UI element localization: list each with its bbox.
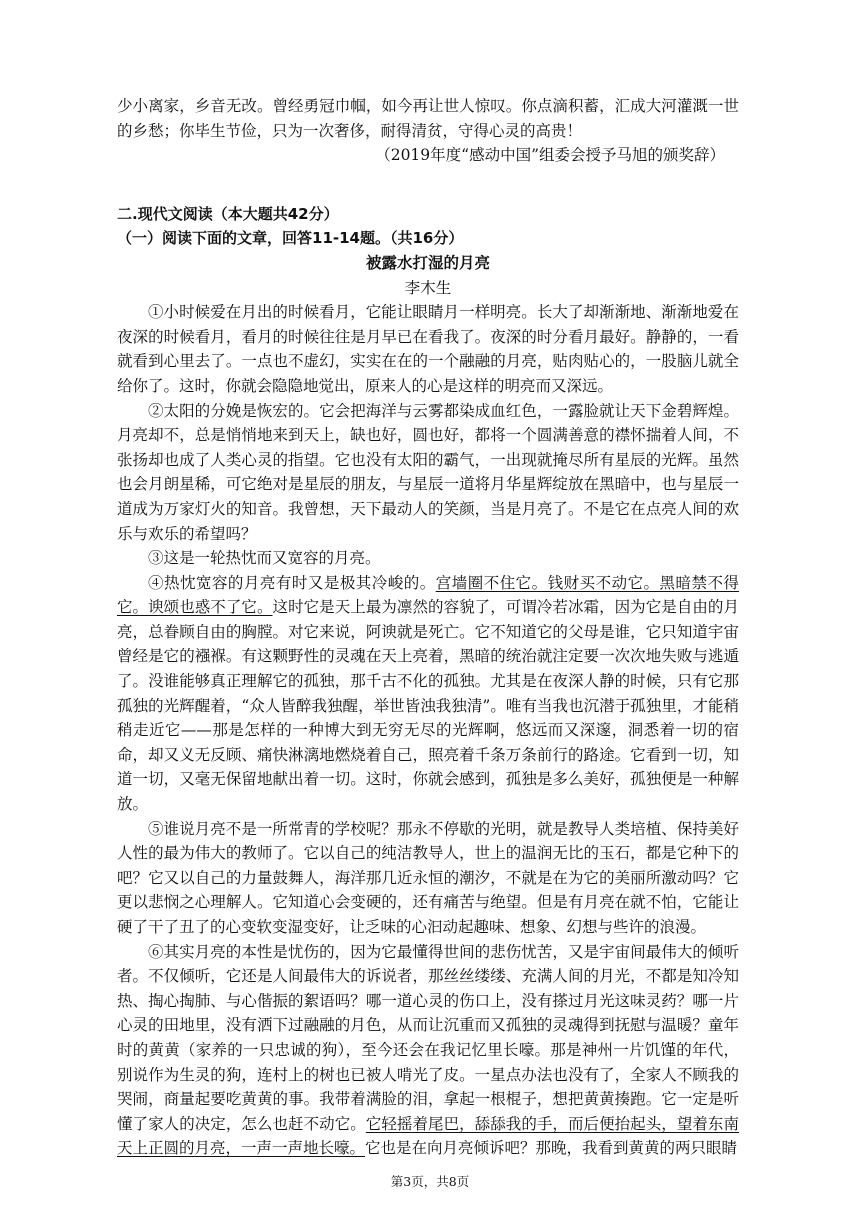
paragraph-3: ③这是一轮热忱而又宽容的月亮。	[148, 549, 381, 568]
paragraph-6-prefix: ⑥其实月亮的本性是忧伤的，因为它最懂得世间的悲伤忧苦，又是宇宙间最伟大的倾听者。不仅倾听，它还是人间最伟大的诉说者，那丝丝缕缕、充满人间的月光，不都是知冷知热、掏心掏肺、与心偕振的絮语吗？哪一道心灵的伤口上，没有搽过月光这味灵药？哪一片心灵的田地里，没有洒下过融融的月色，从而让沉重而又孤独的灵魂得到抚慰与温暖？童年时的黄黄（家养的一只忠诚的狗），至今还会在我记忆里长嚎。那是神州一片饥馑的年代，别说作为生灵的狗，连村上的树也已被人啃光了皮。一星点办法也没有了，全家人不顾我的哭闹，商量起要吃黄黄的事。我带着满脸的泪，拿起一根棍子，想把黄黄揍跑。它一定是听懂了家人的决定，怎么也赶不动它。	[117, 942, 739, 1133]
sub-heading: （一）阅读下面的文章，回答11-14题。（共16分）	[117, 229, 464, 248]
paragraph-6-underlined: 它轻摇着尾巴，舔舔我的手，而后便抬起头，望着东南天上正圆的月亮，一声一声地长嚎。	[117, 1114, 739, 1158]
paragraph-6	[117, 940, 739, 1161]
paragraph-5: ⑤谁说月亮不是一所常青的学校呢？那永不停歇的光明，就是教导人类培植、保持美好人性的最为伟大的教师了。它以自己的纯洁教导人，世上的温润无比的玉石，都是它种下的吧？它又以自己的力量鼓舞人，海洋那几近永恒的潮汐，不就是在为它的美丽所激动吗？它更以悲悯之心理解人。它知道心会变硬的，还有痛苦与绝望。但是有月亮在就不怕，它能让硬了干了丑了的心变软变湿变好，让乏味的心汩动起趣味、想象、幻想与些许的浪漫。	[117, 819, 739, 936]
spacer	[117, 168, 739, 202]
page-footer: 第3页，共8页	[390, 1174, 470, 1189]
paragraph-6-rest: 它也是在向月亮倾诉吧？那晚，我看到黄黄的两只眼睛	[365, 1139, 738, 1158]
paragraph-4-underlined: 宫墙圈不住它。钱财买不动它。黑暗禁不得它。谀颂也惑不了它。	[117, 573, 739, 617]
section-heading: 二.现代文阅读（本大题共42分）	[117, 204, 339, 223]
article-author: 李木生	[404, 278, 452, 297]
page-content	[117, 94, 739, 1161]
paragraph-2: ②太阳的分娩是恢宏的。它会把海洋与云雾都染成血红色，一露脸就让天下金碧辉煌。月亮却不，总是悄悄地来到天上，缺也好，圆也好，都将一个圆满善意的襟怀揣着人间，不张扬却也成了人类心灵的指望。它也没有太阳的霸气，一出现就掩尽所有星辰的光辉。虽然也会月朗星稀，可它绝对是星辰的朋友，与星辰一道将月华星辉绽放在黑暗中，也与星辰一道成为万家灯火的知音。我曾想，天下最动人的笑颜，当是月亮了。不是它在点亮人间的欢乐与欢乐的希望吗？	[117, 401, 739, 543]
paragraph-1: ①小时候爱在月出的时候看月，它能让眼睛月一样明亮。长大了却渐渐地、渐渐地爱在夜深的时候看月，看月的时候往往是月早已在看我了。夜深的时分看月最好。静静的，一看就看到心里去了。一点也不虚幻，实实在在的一个融融的月亮，贴肉贴心的，一股脑儿就全给你了。这时，你就会隐隐地觉出，原来人的心是这样的明亮而又深远。	[117, 303, 739, 395]
award-speech-text: 少小离家，乡音无改。曾经勇冠巾帼，如今再让世人惊叹。你点滴积蓄，汇成大河灌溉一世的乡愁；你毕生节俭，只为一次奢侈，耐得清贫，守得心灵的高贵！	[117, 97, 739, 140]
attribution: （2019年度“感动中国”组委会授予马旭的颁奖辞）	[375, 146, 725, 165]
paragraph-4-rest: 这时它是天上最为凛然的容貌了，可谓冷若冰霜，因为它是自由的月亮，总眷顾自由的胸膛。对它来说，阿谀就是死亡。它不知道它的父母是谁，它只知道宇宙曾经是它的襁褓。有这颗野性的灵魂在天上亮着，黑暗的统治就注定要一次次地失败与逃遁了。没谁能够真正理解它的孤独，那千古不化的孤独。尤其是在夜深人静的时候，只有它那孤独的光辉醒着，“众人皆醉我独醒，举世皆浊我独清”。唯有当我也沉潜于孤独里，才能稍稍走近它——那是怎样的一种博大到无穷无尽的光辉啊，悠远而又深邃，洞悉着一切的宿命，却又义无反顾、痛快淋漓地燃烧着自己，照亮着千条万条前行的路途。它看到一切，知道一切，又毫无保留地献出着一切。这时，你就会感到，孤独是多么美好，孤独便是一种解放。	[117, 598, 739, 814]
paragraph-4	[117, 571, 739, 817]
paragraph-4-prefix: ④热忱宽容的月亮有时又是极其冷峻的。	[148, 573, 436, 592]
article-title: 被露水打湿的月亮	[365, 253, 490, 272]
